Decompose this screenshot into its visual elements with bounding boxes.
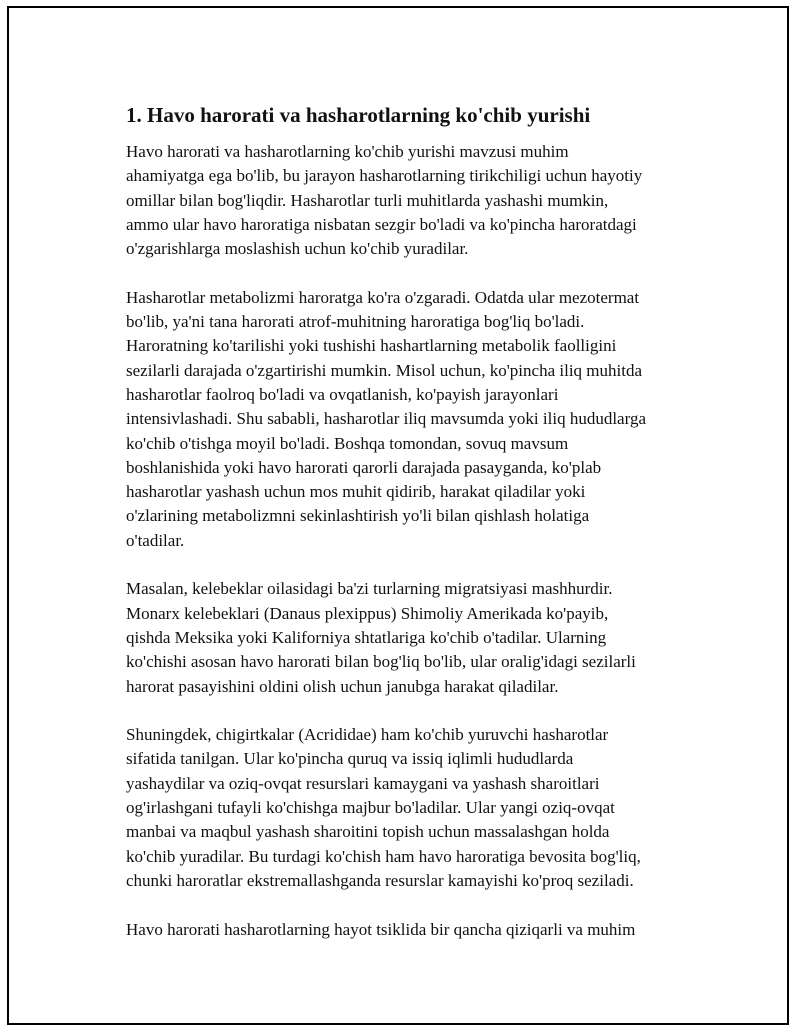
text-line: o'tadilar. xyxy=(126,530,185,550)
paragraph-5 xyxy=(126,918,696,942)
text-line: qishda Meksika yoki Kaliforniya shtatlariga ko'chib o'tadilar. Ularning xyxy=(126,627,607,647)
text-line: bo'lib, ya'ni tana harorati atrof-muhitning haroratiga bog'liq bo'ladi. xyxy=(126,312,585,332)
text-line: ahamiyatga ega bo'lib, bu jarayon hasharotlarning tirikchiligi uchun hayotiy xyxy=(126,166,643,186)
text-line: manbai va maqbul yashash sharoitini topish uchun massalashgan holda xyxy=(126,822,610,842)
paragraph-4 xyxy=(126,723,696,893)
text-line: ko'chishi asosan havo harorati bilan bog'liq bo'lib, ular oralig'idagi sezilarli xyxy=(126,652,636,672)
text-line: Havo harorati hasharotlarning hayot tsiklida bir qancha qiziqarli va muhim xyxy=(126,919,636,939)
text-line: sifatida tanilgan. Ular ko'pincha quruq va issiq iqlimli hududlarda xyxy=(126,749,574,769)
text-line: harorat pasayishini oldini olish uchun janubga harakat qiladilar. xyxy=(126,676,559,696)
text-line: intensivlashadi. Shu sababli, hasharotlar iliq mavsumda yoki iliq hududlarga xyxy=(126,409,646,429)
text-line: chunki haroratlar ekstremallashganda resurslar kamayishi ko'proq seziladi. xyxy=(126,870,634,890)
text-line: hasharotlar faolroq bo'ladi va ovqatlanish, ko'payish jarayonlari xyxy=(126,384,559,404)
text-line: ammo ular havo haroratiga nisbatan sezgir bo'ladi va ko'pincha haroratdagi xyxy=(126,214,637,234)
text-line: ko'chib o'tishga moyil bo'ladi. Boshqa tomondan, sovuq mavsum xyxy=(126,433,569,453)
text-line: Monarx kelebeklari (Danaus plexippus) Shimoliy Amerikada ko'payib, xyxy=(126,603,609,623)
text-line: Haroratning ko'tarilishi yoki tushishi hashartlarning metabolik faolligini xyxy=(126,336,617,356)
paragraph-2 xyxy=(126,286,696,553)
text-line: yashaydilar va oziq-ovqat resurslari kamaygani va yashash sharoitlari xyxy=(126,773,600,793)
section-title: 1. Havo harorati va hasharotlarning ko'chib yurishi xyxy=(126,103,591,127)
text-line: o'zlarining metabolizmni sekinlashtirish yo'li bilan qishlash holatiga xyxy=(126,506,590,526)
text-line: ko'chib yuradilar. Bu turdagi ko'chish ham havo haroratiga bevosita bog'liq, xyxy=(126,846,641,866)
text-line: og'irlashgani tufayli ko'chishga majbur bo'ladilar. Ular yangi oziq-ovqat xyxy=(126,798,615,818)
paragraph-1 xyxy=(126,140,696,261)
text-line: omillar bilan bog'liqdir. Hasharotlar turli muhitlarda yashashi mumkin, xyxy=(126,190,609,210)
text-line: Havo harorati va hasharotlarning ko'chib yurishi mavzusi muhim xyxy=(126,142,569,161)
text-line: hasharotlar yashash uchun mos muhit qidirib, harakat qiladilar yoki xyxy=(126,482,586,502)
document-body xyxy=(126,100,696,942)
page-frame xyxy=(7,6,789,1025)
text-line: Masalan, kelebeklar oilasidagi ba'zi turlarning migratsiyasi mashhurdir. xyxy=(126,579,613,599)
text-line: o'zgarishlarga moslashish uchun ko'chib yuradilar. xyxy=(126,239,469,259)
text-line: Shuningdek, chigirtkalar (Acrididae) ham ko'chib yuruvchi hasharotlar xyxy=(126,725,609,745)
text-line: Hasharotlar metabolizmi haroratga ko'ra o'zgaradi. Odatda ular mezotermat xyxy=(126,287,640,307)
paragraph-3 xyxy=(126,577,696,698)
text-line: boshlanishida yoki havo harorati qarorli darajada pasayganda, ko'plab xyxy=(126,457,602,477)
text-line: sezilarli darajada o'zgartirishi mumkin. Misol uchun, ko'pincha iliq muhitda xyxy=(126,360,643,380)
